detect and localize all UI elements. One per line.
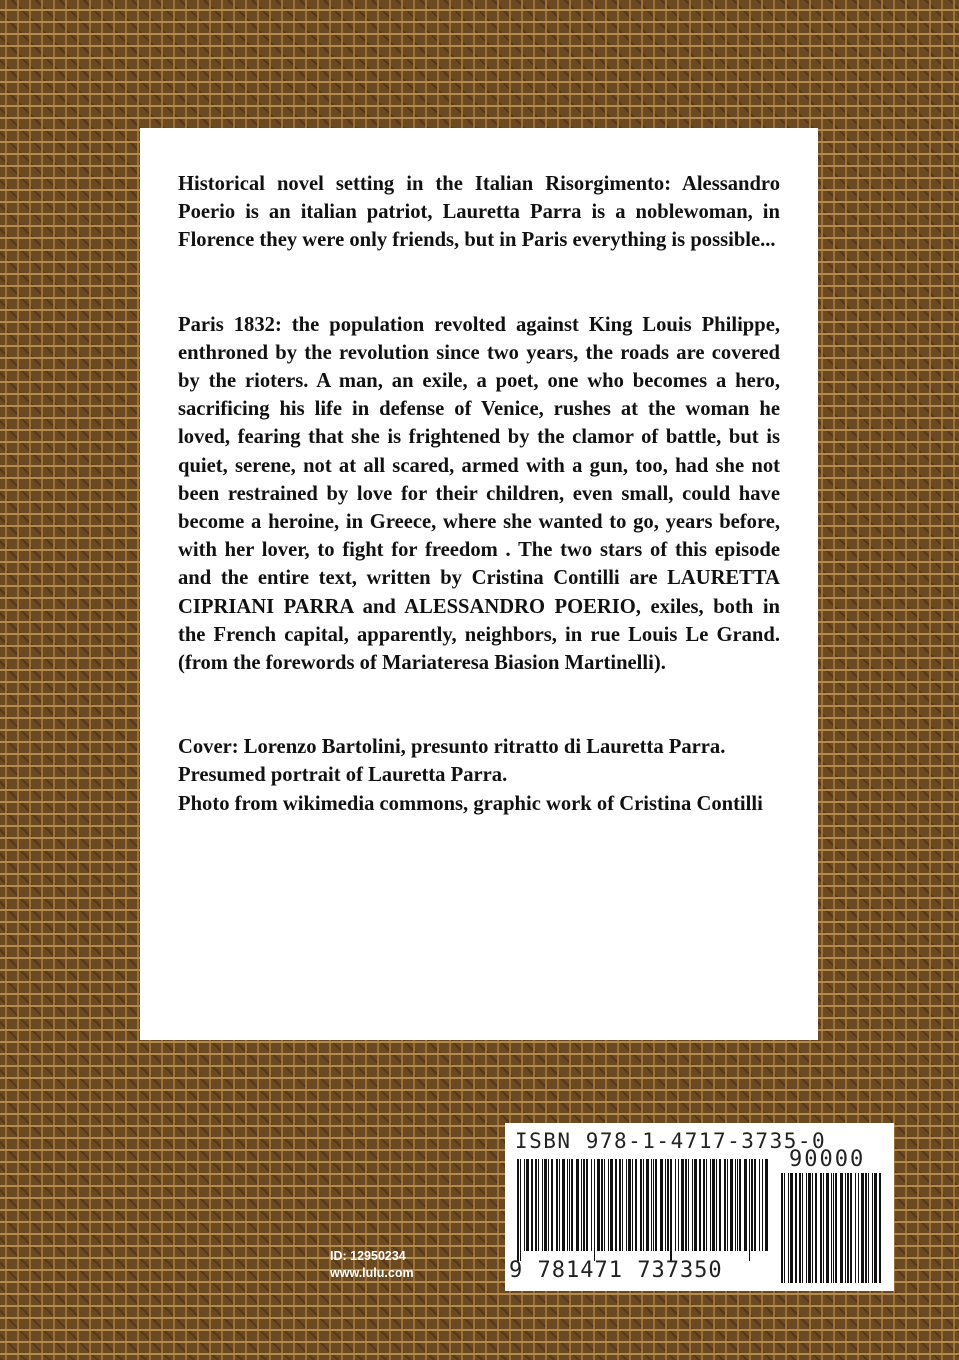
- barcode-bar: [699, 1159, 701, 1251]
- barcode-bar: [759, 1159, 760, 1251]
- barcode-bar: [735, 1159, 736, 1251]
- barcode-bar: [524, 1159, 525, 1251]
- barcode-bar: [835, 1173, 837, 1283]
- barcode-bar: [692, 1159, 693, 1251]
- barcode-bar: [855, 1173, 856, 1283]
- barcode-bar: [719, 1159, 721, 1251]
- barcode-bar: [655, 1159, 657, 1251]
- barcode-bar: [784, 1173, 785, 1283]
- main-barcode-bars: [517, 1159, 768, 1261]
- barcode-bar: [628, 1159, 631, 1251]
- barcode-bar: [559, 1159, 560, 1251]
- barcode-bar: [567, 1159, 568, 1251]
- barcode-bar: [868, 1173, 869, 1283]
- barcode-bar: [651, 1159, 652, 1251]
- barcode-bar: [591, 1159, 592, 1251]
- publisher-website: www.lulu.com: [330, 1266, 414, 1280]
- barcode-bar: [610, 1159, 613, 1251]
- barcode-bar: [556, 1159, 558, 1251]
- barcode-bar: [604, 1159, 605, 1251]
- credit-line: Photo from wikimedia commons, graphic work of Cristina Contilli: [178, 792, 763, 815]
- main-paragraph: Paris 1832: the population revolted against King Louis Philippe, enthroned by the revolution since two years, the roads are covered by the rioters. A man, an exile, a poet, one who becomes a hero, sacrificing his life in defense of Venice, rushes at the woman he loved, fearing that she is frightened by the clamor of battle, but is quiet, serene, not at all scared, armed with a gun, too, had she not been restrained by love for their children, even small, could have become a heroine, in Greece, where she wanted to go, years before, with her lover, to fight for freedom . The two stars of this episode and the entire text, written by Cristina Contilli are LAURETTA CIPRIANI PARRA and ALESSANDRO POERIO, exiles, both in the French capital, apparently, neighbors, in rue Louis Le Grand. (from the forewords of Mariateresa Biasion Martinelli).: [178, 313, 780, 675]
- barcode-bar: [526, 1159, 529, 1251]
- barcode-bar: [751, 1159, 753, 1251]
- barcode-bar: [632, 1159, 633, 1251]
- publisher-id: ID: 12950234: [330, 1249, 406, 1263]
- barcode-box: [505, 1123, 894, 1291]
- barcode-bar: [576, 1159, 579, 1251]
- publisher-info: [330, 1248, 440, 1282]
- barcode-bar: [703, 1159, 705, 1251]
- barcode-bar: [586, 1159, 588, 1251]
- barcode-bar: [597, 1159, 600, 1251]
- barcode-bar: [858, 1173, 859, 1283]
- barcode-bar: [815, 1173, 817, 1283]
- barcode-bar: [653, 1159, 654, 1251]
- barcode-bar: [665, 1159, 666, 1251]
- barcode-bar: [678, 1159, 679, 1251]
- addon-barcode-bars: [781, 1173, 881, 1283]
- barcode-bar: [739, 1159, 741, 1251]
- barcode-bar: [788, 1173, 789, 1283]
- barcode-bar: [762, 1159, 763, 1251]
- barcode-bar: [667, 1159, 669, 1251]
- barcode-bar: [619, 1159, 621, 1251]
- barcode-bar: [716, 1159, 717, 1251]
- barcode-bar: [681, 1159, 684, 1251]
- barcode-bar: [808, 1173, 811, 1283]
- barcode-bar: [535, 1159, 537, 1251]
- barcode-bar: [685, 1159, 687, 1251]
- barcode-bar: [840, 1173, 843, 1283]
- barcode-bar: [724, 1159, 726, 1251]
- barcode-bar: [845, 1173, 846, 1283]
- barcode-bar: [675, 1159, 676, 1251]
- barcode-bar: [551, 1159, 553, 1251]
- barcode-bar: [802, 1173, 803, 1283]
- isbn-label: ISBN 978-1-4717-3735-0: [515, 1129, 827, 1153]
- barcode-bar: [781, 1173, 783, 1283]
- barcode-bar: [799, 1173, 801, 1283]
- barcode-bar: [569, 1159, 570, 1251]
- barcode-bar: [831, 1173, 832, 1283]
- barcode-bar: [820, 1173, 822, 1283]
- barcode-bar: [626, 1159, 627, 1251]
- barcode-bar: [581, 1159, 582, 1251]
- barcode-bar: [646, 1159, 649, 1251]
- credits-block: [178, 733, 780, 818]
- barcode-bar: [790, 1173, 793, 1283]
- barcode-bar: [727, 1159, 728, 1251]
- barcode-bar: [548, 1159, 549, 1251]
- barcode-bar: [562, 1159, 565, 1251]
- barcode-bar: [737, 1159, 738, 1251]
- barcode-bar: [594, 1159, 595, 1261]
- intro-paragraph: Historical novel setting in the Italian Risorgimento: Alessandro Poerio is an italian patriot, Lauretta Parra is a noblewoman, in Florence they were only friends, but in Paris everything is possible...: [178, 173, 780, 252]
- barcode-bar: [670, 1159, 672, 1261]
- barcode-bar: [688, 1159, 689, 1251]
- barcode-addon-digits: 90000: [789, 1147, 866, 1172]
- barcode-bar: [847, 1173, 849, 1283]
- barcode-bar: [749, 1159, 750, 1261]
- barcode-bar: [531, 1159, 533, 1251]
- barcode-bar: [710, 1159, 711, 1251]
- barcode-bar: [823, 1173, 824, 1283]
- barcode-bar: [879, 1173, 881, 1283]
- barcode-bar: [826, 1173, 829, 1283]
- barcode-bar: [520, 1159, 521, 1261]
- barcode-bar: [812, 1173, 813, 1283]
- barcode-bar: [694, 1159, 697, 1251]
- barcode-bar: [615, 1159, 617, 1251]
- barcode-bar: [640, 1159, 642, 1251]
- barcode-bar: [754, 1159, 756, 1251]
- barcode-bar: [571, 1159, 573, 1251]
- barcode-bar: [712, 1159, 715, 1251]
- barcode-bar: [538, 1159, 539, 1251]
- barcode-bar: [865, 1173, 867, 1283]
- barcode-bar: [643, 1159, 644, 1251]
- barcode-bar: [660, 1159, 663, 1251]
- barcode-bar: [706, 1159, 707, 1251]
- barcode-bar: [872, 1173, 873, 1283]
- barcode-bar: [874, 1173, 877, 1283]
- ean-digits: 9 781471 737350: [509, 1258, 723, 1283]
- barcode-bar: [583, 1159, 585, 1251]
- description-panel: [140, 128, 818, 1040]
- barcode-bar: [517, 1159, 519, 1261]
- credit-line: Cover: Lorenzo Bartolini, presunto ritratto di Lauretta Parra.: [178, 736, 726, 759]
- barcode-bar: [608, 1159, 609, 1251]
- barcode-bar: [744, 1159, 747, 1251]
- barcode-bar: [861, 1173, 864, 1283]
- barcode-bar: [635, 1159, 637, 1251]
- barcode-bar: [730, 1159, 733, 1251]
- barcode-bar: [850, 1173, 852, 1283]
- barcode-bar: [833, 1173, 834, 1283]
- barcode-bar: [795, 1173, 797, 1283]
- barcode-bar: [544, 1159, 547, 1251]
- barcode-bar: [806, 1173, 807, 1283]
- barcode-bar: [622, 1159, 623, 1251]
- barcode-bar: [542, 1159, 543, 1251]
- barcode-bar: [601, 1159, 603, 1251]
- barcode-bar: [765, 1159, 768, 1251]
- credit-line: Presumed portrait of Lauretta Parra.: [178, 764, 508, 787]
